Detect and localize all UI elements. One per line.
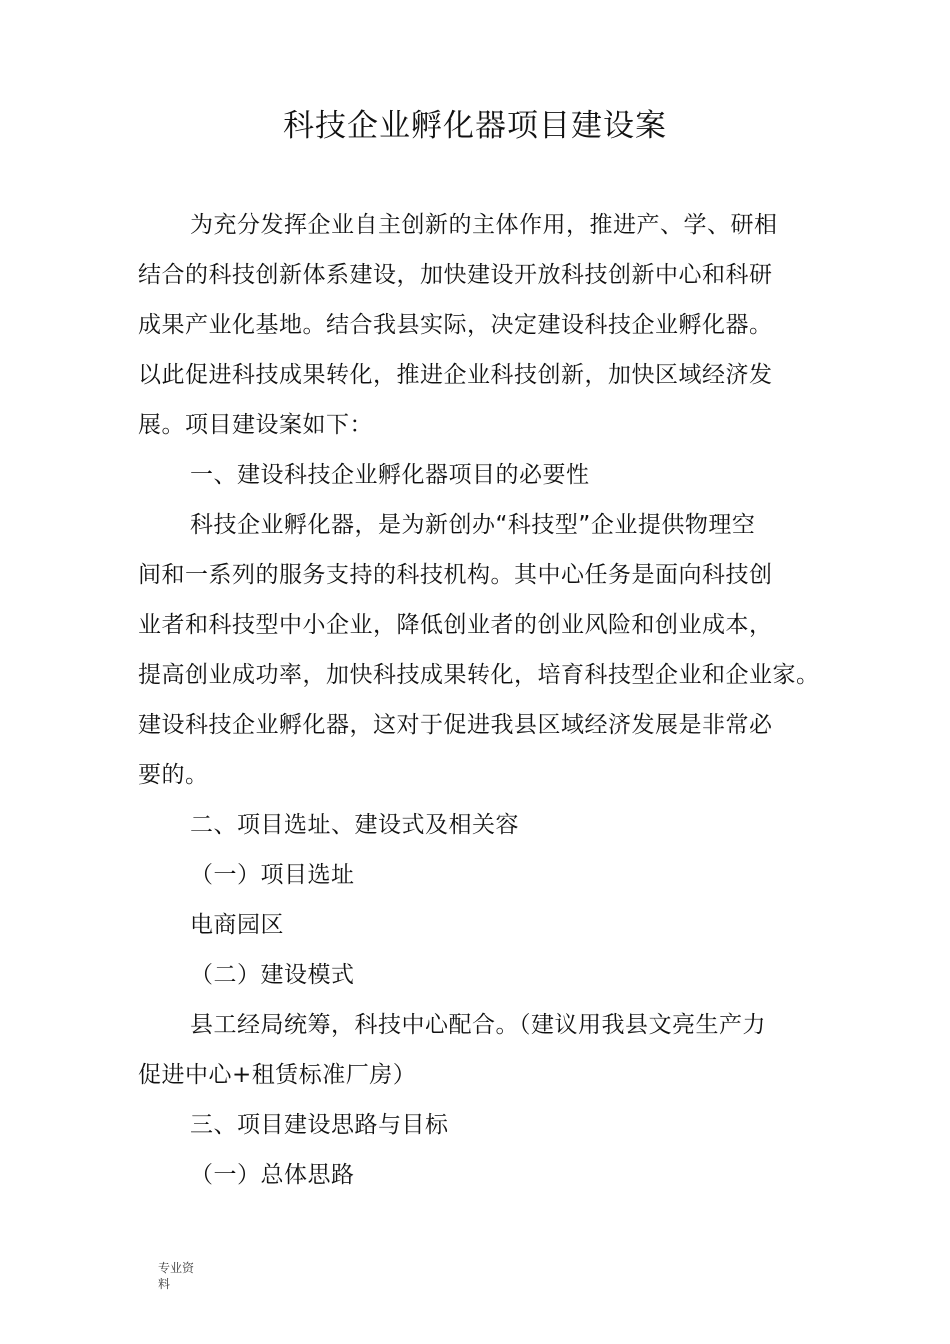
paragraph-line: 电商园区: [190, 912, 284, 938]
paragraph-line: 为充分发挥企业自主创新的主体作用，推进产、学、研相: [190, 212, 778, 238]
paragraph-line: 间和一系列的服务支持的科技机构。其中心任务是面向科技创: [138, 562, 773, 588]
paragraph-line: 提高创业成功率，加快科技成果转化，培育科技型企业和企业家。: [138, 662, 820, 688]
paragraph-line: 以此促进科技成果转化，推进企业科技创新，加快区域经济发: [138, 362, 773, 388]
paragraph-line: 成果产业化基地。结合我县实际，决定建设科技企业孵化器。: [138, 312, 773, 338]
section-heading: 一、建设科技企业孵化器项目的必要性: [190, 462, 590, 488]
footer-line: 专业资: [158, 1261, 195, 1275]
paragraph-line: 科技企业孵化器，是为新创办“科技型”企业提供物理空: [190, 512, 756, 538]
section-heading: 三、项目建设思路与目标: [190, 1112, 449, 1138]
subsection-heading: （二）建设模式: [190, 962, 355, 988]
paragraph-line: 业者和科技型中小企业，降低创业者的创业风险和创业成本，: [138, 612, 773, 638]
paragraph-line: 县工经局统筹，科技中心配合。（建议用我县文亮生产力: [190, 1012, 766, 1038]
footer-line: 料: [158, 1277, 171, 1291]
section-heading: 二、项目选址、建设式及相关容: [190, 812, 519, 838]
paragraph-line: 建设科技企业孵化器，这对于促进我县区域经济发展是非常必: [138, 712, 773, 738]
paragraph-line: 促进中心+租赁标准厂房）: [138, 1062, 417, 1088]
footer-note: [158, 1260, 194, 1292]
paragraph-line: 结合的科技创新体系建设，加快建设开放科技创新中心和科研: [138, 262, 773, 288]
subsection-heading: （一）总体思路: [190, 1162, 355, 1188]
paragraph-line: 要的。: [138, 762, 209, 788]
paragraph-line: 展。项目建设案如下：: [138, 412, 373, 438]
document-title: 科技企业孵化器项目建设案: [283, 108, 667, 144]
subsection-heading: （一）项目选址: [190, 862, 355, 888]
